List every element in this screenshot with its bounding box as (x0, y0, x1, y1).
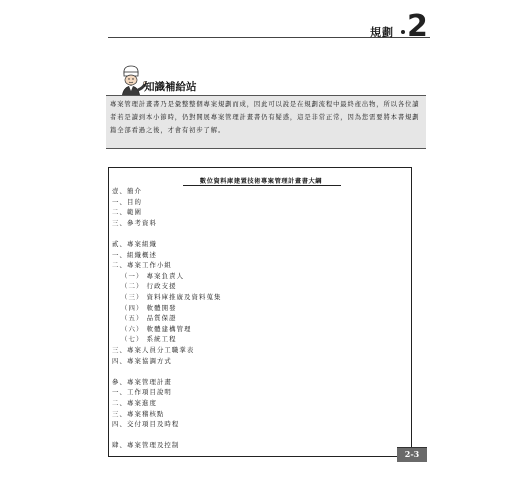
outline-item: （五） 品質保證 (121, 314, 177, 323)
outline-item: 三、專案稽核點 (112, 409, 165, 418)
outline-item: 三、專案人員分工職掌表 (112, 346, 195, 354)
outline-item: 貳、專案組織 (112, 240, 157, 248)
outline-item: 四、專案協調方式 (112, 356, 172, 365)
outline-item: （二） 行政支援 (121, 282, 177, 291)
chapter-title: 規劃 (370, 26, 394, 39)
outline-item: （六） 軟體建構管理 (121, 324, 192, 333)
outline-item: 二、範圍 (112, 208, 142, 217)
chapter-heading (370, 9, 432, 48)
outline-title-underline (183, 185, 341, 186)
tip-title: 知識補給站 (144, 81, 197, 93)
chapter-number: 2 (407, 9, 428, 44)
outline-item: 肆、專案管理及控制 (112, 441, 180, 450)
outline-item: 三、參考資料 (112, 218, 157, 227)
outline-box (108, 167, 412, 457)
outline-item: 二、專案工作小組 (112, 261, 172, 270)
chapter-dot (401, 30, 405, 34)
outline-item: 二、專案進度 (112, 399, 157, 407)
tip-text: 專案管理計畫書乃是彙整整個專案規劃而成，因此可以說是在規劃流程中最終產出物，所以各位讀者若是讀到本小節時，仍對開展專案管理計畫書仍有疑惑，這是非常正常，因為您需要將本書規劃篇全部看過之後，才會有初步了解。 (110, 101, 420, 134)
outline-item: （一） 專案負責人 (121, 271, 185, 280)
outline-item: 參、專案管理計畫 (112, 377, 172, 386)
outline-item: 四、交付項目及時程 (112, 420, 180, 429)
outline-item: 壹、簡介 (112, 187, 142, 195)
outline-item: 一、組織概述 (112, 250, 157, 259)
outline-title: 數位資料庫建置技術專案管理計畫書大綱 (199, 178, 323, 185)
page-number: 2-3 (404, 449, 420, 459)
outline-item: （七） 系統工程 (121, 335, 177, 344)
outline-item: 一、目的 (112, 197, 142, 206)
outline-item: （四） 軟體開發 (121, 303, 177, 312)
outline-item: （三） 資料庫推廣及資料蒐集 (121, 293, 222, 301)
outline-item: 一、工作項目說明 (112, 388, 172, 397)
